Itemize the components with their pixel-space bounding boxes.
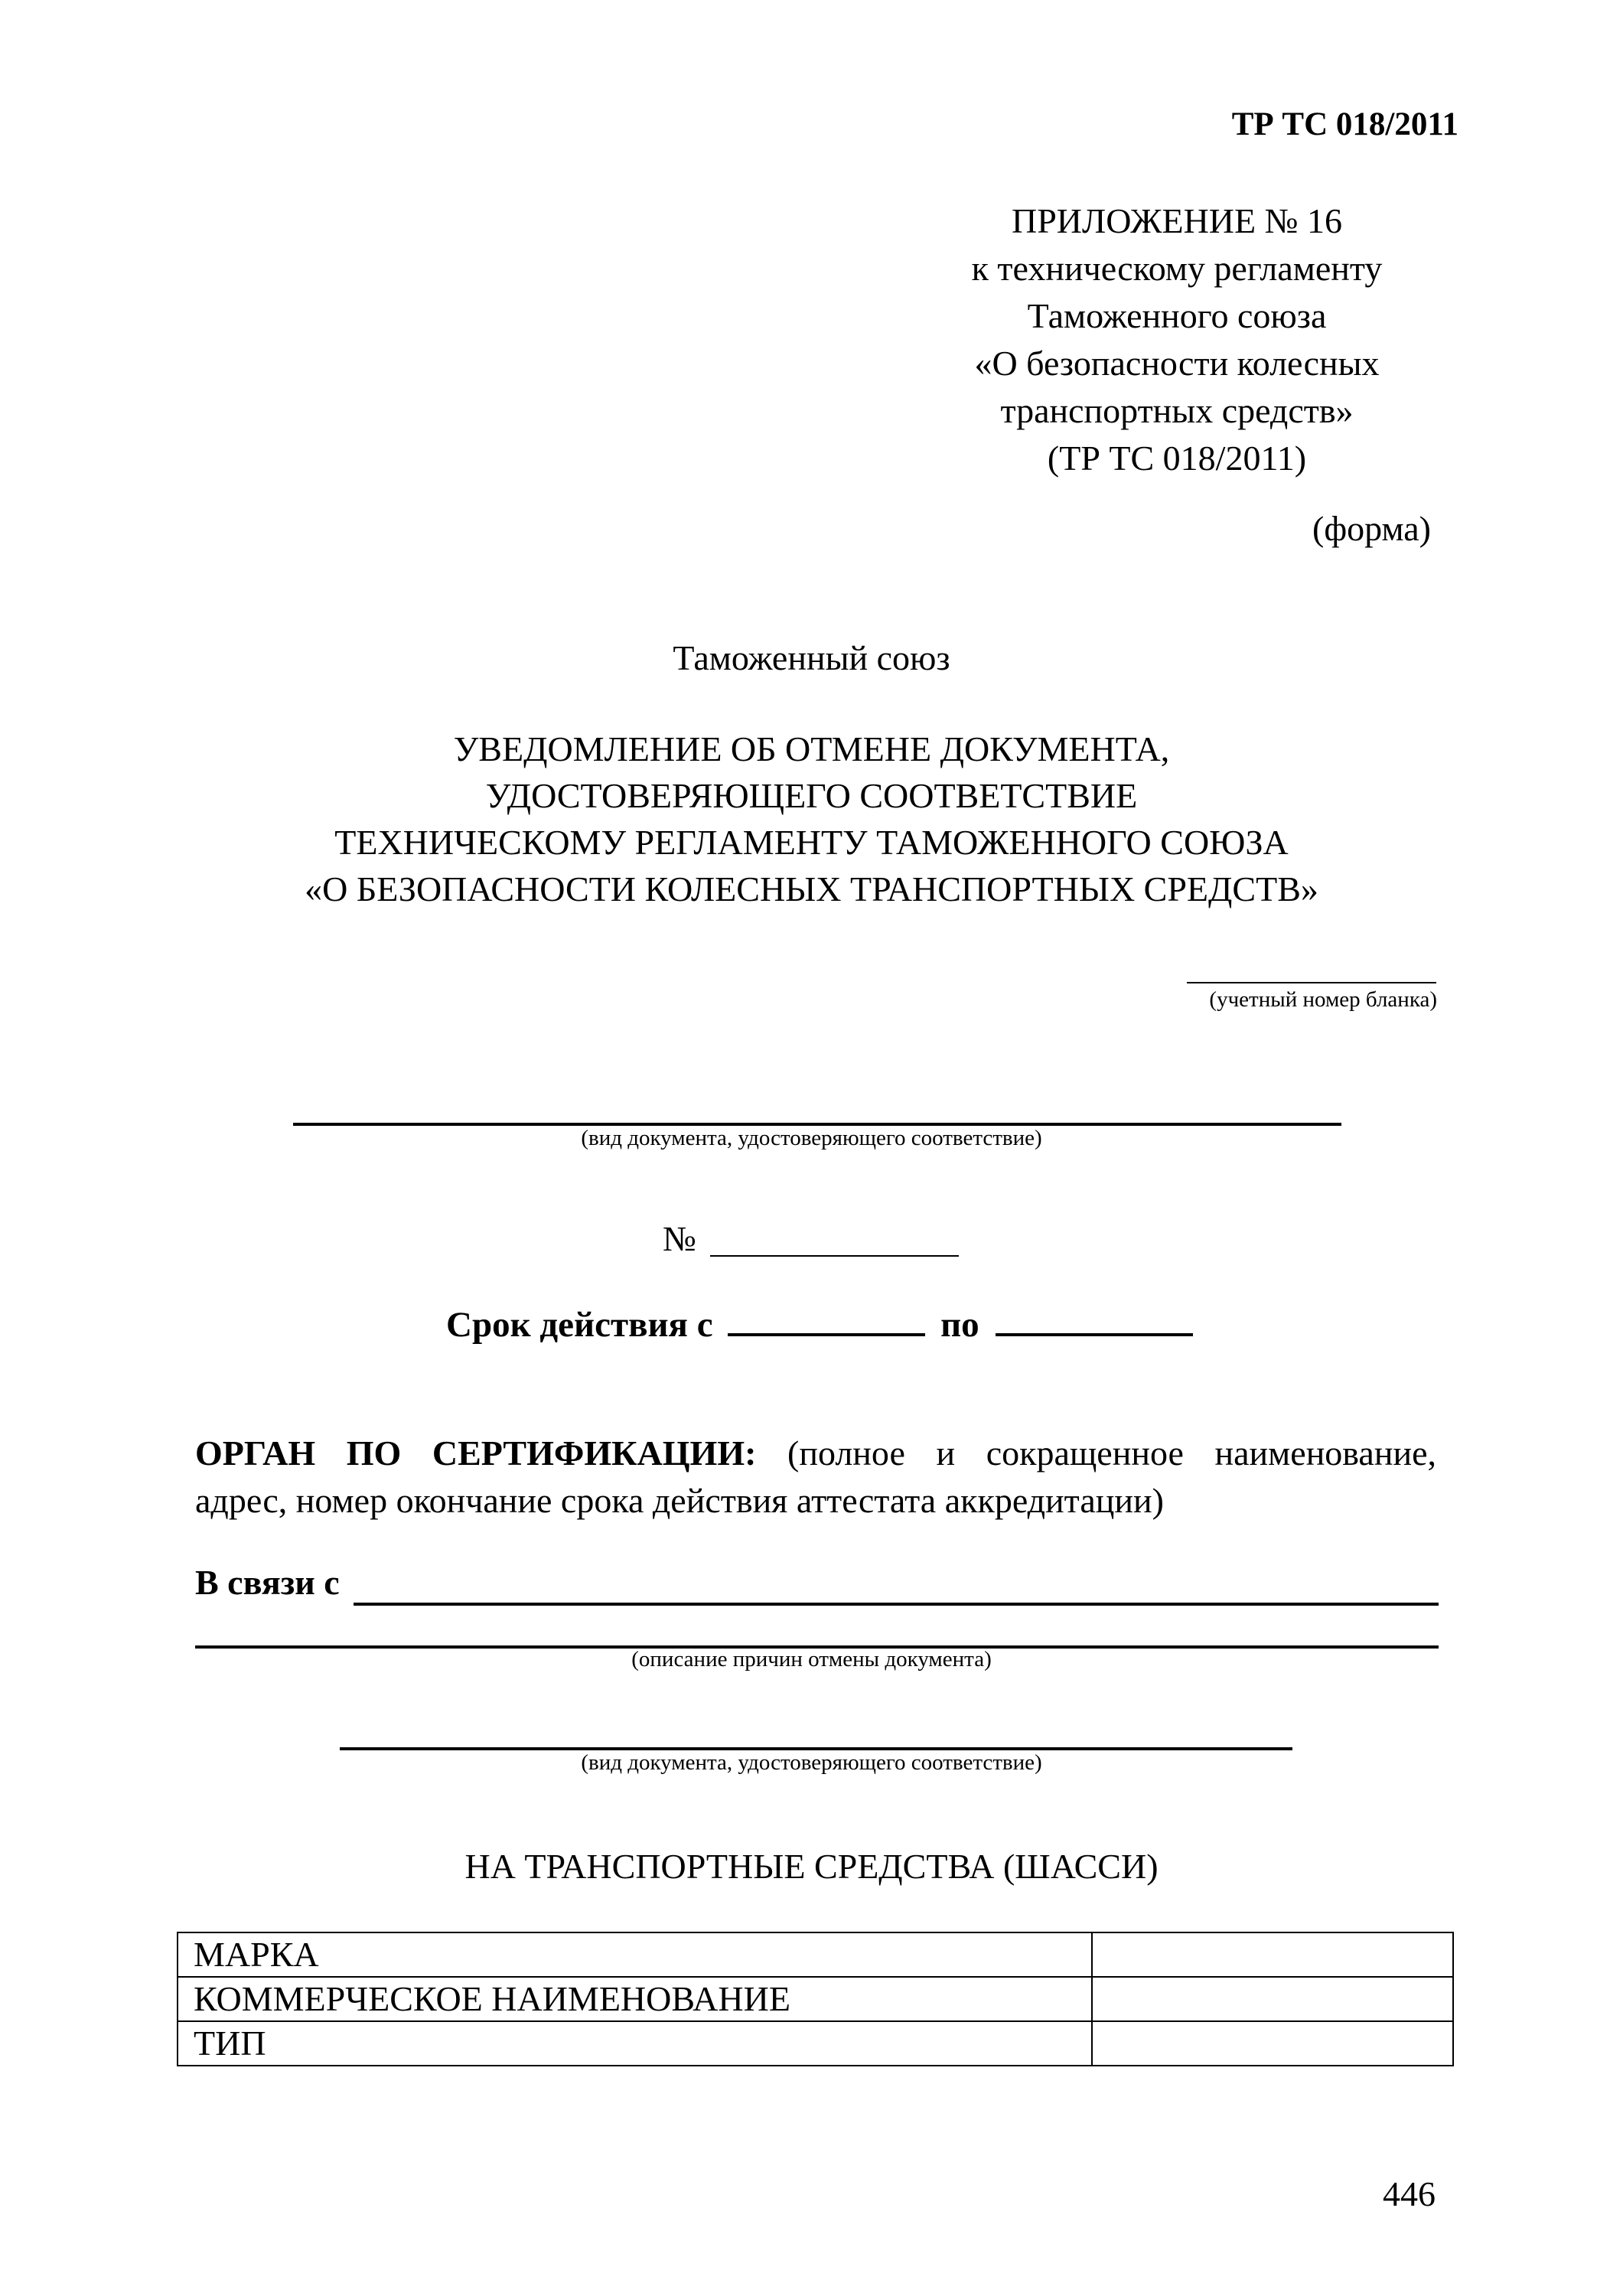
reason-field-1[interactable]	[354, 1603, 1439, 1606]
appendix-block	[924, 197, 1429, 482]
document-type-caption: (вид документа, удостоверяющего соответствие)	[581, 1126, 1042, 1150]
customs-union-label: Таможенный союз	[673, 638, 950, 677]
title-line: УВЕДОМЛЕНИЕ ОБ ОТМЕНЕ ДОКУМЕНТА,	[453, 729, 1170, 768]
table-cell-label: МАРКА	[178, 1932, 1092, 1977]
title-line: ТЕХНИЧЕСКОМУ РЕГЛАМЕНТУ ТАМОЖЕННОГО СОЮЗА	[334, 823, 1289, 862]
table-cell-value[interactable]	[1092, 1932, 1453, 1977]
validity-to-field[interactable]	[996, 1300, 1193, 1336]
document-title	[0, 726, 1623, 912]
validity-period	[446, 1300, 1193, 1345]
table-row	[178, 1977, 1453, 2021]
appendix-line: (ТР ТС 018/2011)	[1047, 439, 1307, 478]
form-label: (форма)	[1312, 509, 1431, 548]
certification-body-text-2: адрес, номер окончание срока действия аттестата аккредитации)	[195, 1481, 1164, 1520]
vehicle-table	[177, 1932, 1454, 2066]
validity-to-label: по	[940, 1305, 979, 1345]
table-cell-value[interactable]	[1092, 1977, 1453, 2021]
certification-body-block	[195, 1430, 1436, 1525]
reason-label: В связи с	[195, 1563, 340, 1602]
appendix-line: к техническому регламенту	[971, 249, 1383, 288]
table-row	[178, 2021, 1453, 2066]
document-type-caption-2: (вид документа, удостоверяющего соответствие)	[581, 1750, 1042, 1775]
appendix-line: ПРИЛОЖЕНИЕ № 16	[1011, 201, 1343, 240]
certification-body-text-1: (полное и сокращенное наименование,	[787, 1433, 1436, 1473]
table-cell-label: КОММЕРЧЕСКОЕ НАИМЕНОВАНИЕ	[178, 1977, 1092, 2021]
table-cell-value[interactable]	[1092, 2021, 1453, 2066]
table-row	[178, 1932, 1453, 1977]
appendix-line: Таможенного союза	[1027, 296, 1327, 335]
document-number-field[interactable]	[710, 1255, 959, 1257]
regulation-code: ТР ТС 018/2011	[1231, 106, 1458, 142]
validity-from-label: Срок действия с	[446, 1305, 713, 1345]
reason-caption: (описание причин отмены документа)	[631, 1647, 992, 1671]
validity-from-field[interactable]	[728, 1300, 925, 1336]
number-sign: №	[663, 1219, 696, 1258]
certification-body-label: ОРГАН ПО СЕРТИФИКАЦИИ:	[195, 1433, 757, 1473]
table-cell-label: ТИП	[178, 2021, 1092, 2066]
title-line: УДОСТОВЕРЯЮЩЕГО СООТВЕТСТВИЕ	[485, 776, 1138, 815]
page-number: 446	[1383, 2174, 1436, 2213]
appendix-line: «О безопасности колесных	[974, 344, 1380, 383]
title-line: «О БЕЗОПАСНОСТИ КОЛЕСНЫХ ТРАНСПОРТНЫХ СРЕДСТВ»	[305, 869, 1318, 908]
appendix-line: транспортных средств»	[1000, 391, 1354, 430]
vehicles-heading: НА ТРАНСПОРТНЫЕ СРЕДСТВА (ШАССИ)	[464, 1847, 1159, 1886]
form-number-field[interactable]	[1187, 982, 1436, 983]
certification-body-line1	[195, 1430, 1436, 1477]
form-number-caption: (учетный номер бланка)	[1209, 987, 1437, 1012]
